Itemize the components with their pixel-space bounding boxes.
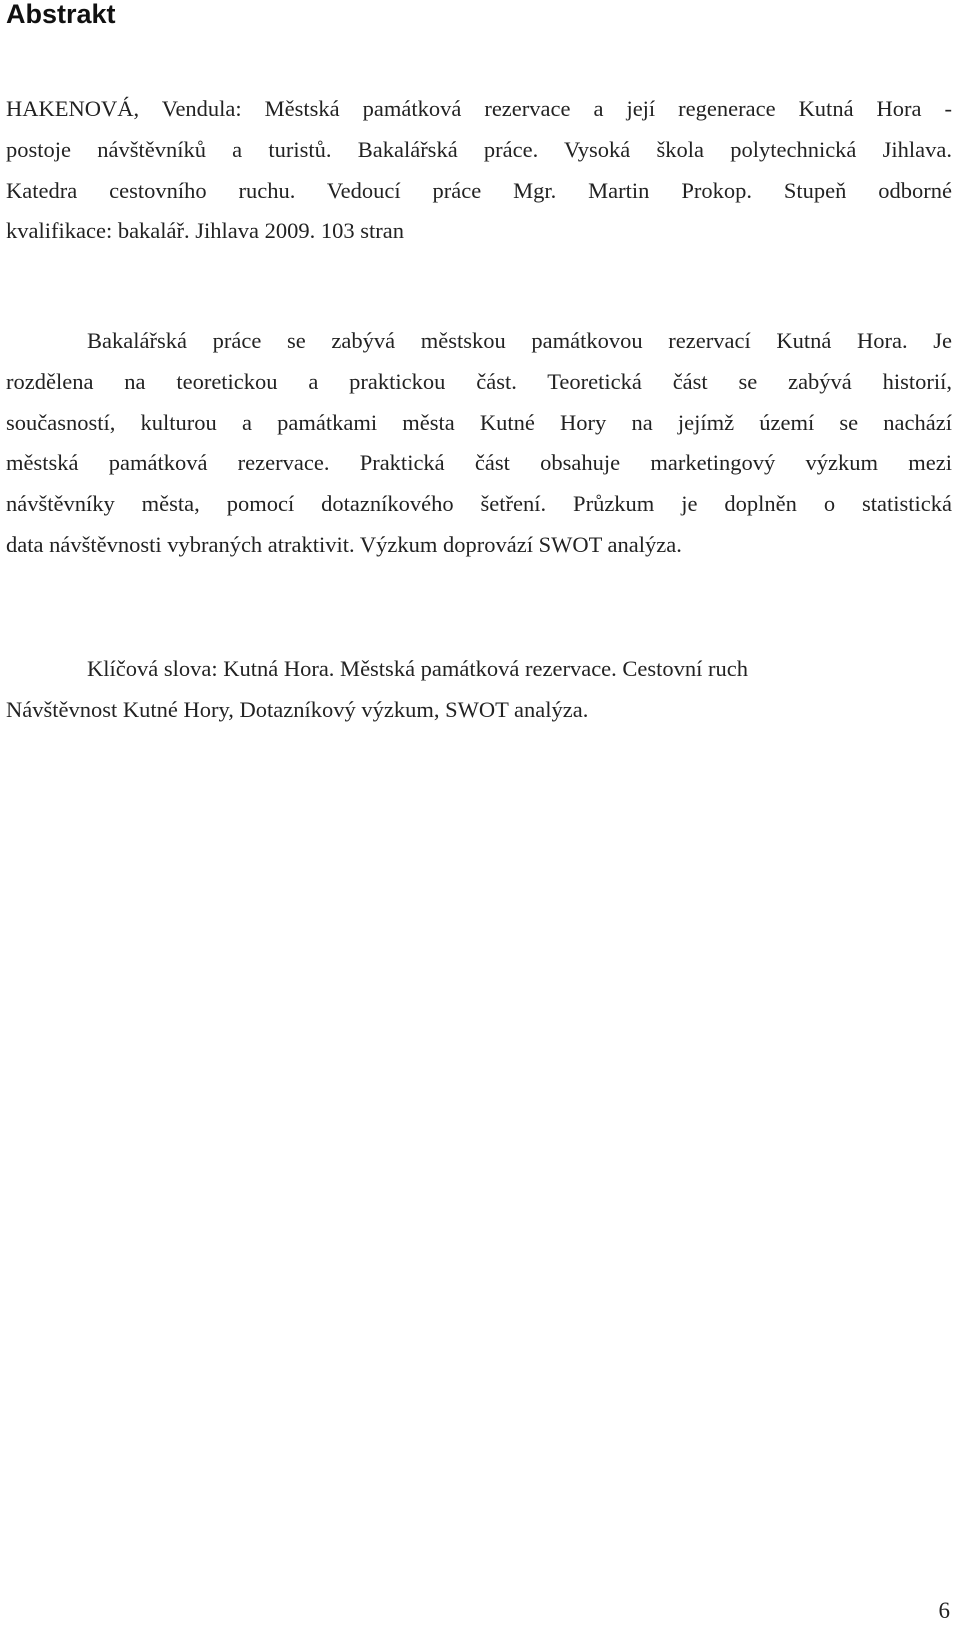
keywords-line: Klíčová slova: Kutná Hora. Městská památková rezervace. Cestovní ruch [87, 656, 749, 681]
page-heading: Abstrakt [6, 0, 116, 29]
abstract-line: rozdělena na teoretickou a praktickou část. Teoretická část se zabývá historií, [6, 368, 952, 394]
abstract-line: návštěvníky města, pomocí dotazníkového šetření. Průzkum je doplněn o statistická [6, 491, 952, 517]
abstract-line: data návštěvnosti vybraných atraktivit. Výzkum doprovází SWOT analýza. [6, 531, 682, 557]
citation-line: Katedra cestovního ruchu. Vedoucí práce Mgr. Martin Prokop. Stupeň odborné [6, 177, 952, 203]
abstract-line: městská památková rezervace. Praktická část obsahuje marketingový výzkum mezi [6, 450, 952, 476]
abstract-line: současností, kulturou a památkami města Kutné Hory na jejímž území se nachází [6, 409, 952, 435]
bibliographic-citation [6, 89, 952, 252]
citation-line: kvalifikace: bakalář. Jihlava 2009. 103 stran [6, 218, 404, 244]
citation-line: postoje návštěvníků a turistů. Bakalářská práce. Vysoká škola polytechnická Jihlava. [6, 136, 952, 162]
keywords-line: Návštěvnost Kutné Hory, Dotazníkový výzkum, SWOT analýza. [6, 696, 589, 722]
keywords-paragraph [6, 649, 952, 731]
page-number: 6 [938, 1598, 950, 1623]
citation-line: HAKENOVÁ, Vendula: Městská památková rezervace a její regenerace Kutná Hora - [6, 96, 952, 121]
abstract-paragraph [6, 321, 952, 566]
abstract-line: Bakalářská práce se zabývá městskou památkovou rezervací Kutná Hora. Je [87, 328, 952, 353]
